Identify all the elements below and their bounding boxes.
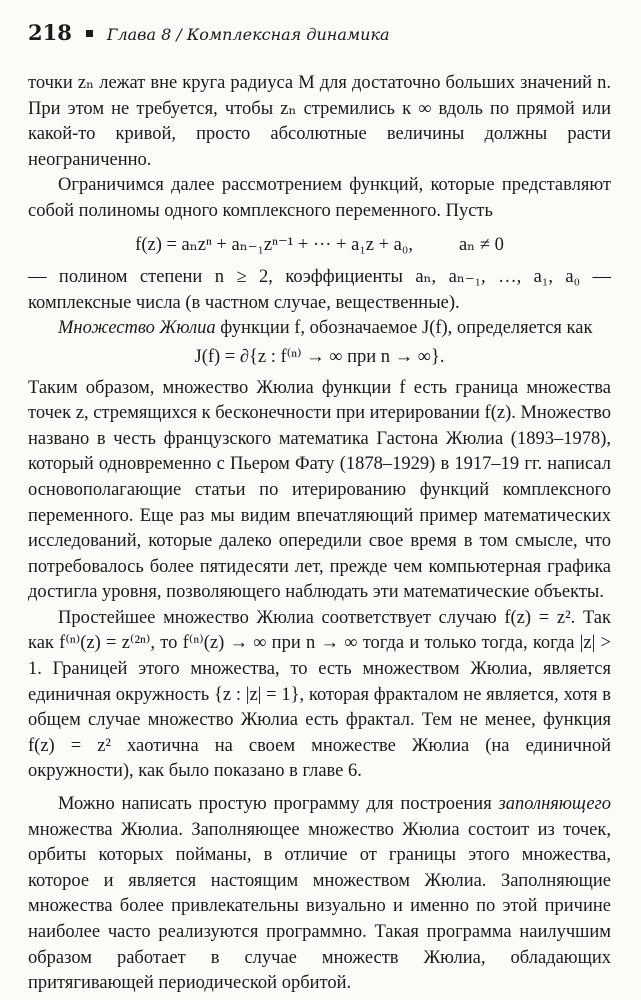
filled-julia-term: заполняющего bbox=[498, 794, 611, 815]
page-header bbox=[28, 20, 621, 50]
equation-julia-set: J(f) = ∂{z : f⁽ⁿ⁾ → ∞ при n → ∞}. bbox=[194, 346, 445, 367]
square-bullet-icon bbox=[86, 30, 93, 37]
paragraph-7-text-b: множества Жюлиа. Заполняющее множество Жюлиа состоит из точек, орбиты которых пойманы, в отличие от границы этого множества, которое и является настоящим множеством Жюлиа. Заполняющие множества более привлекательны визуально и именно по этой причине наиболее часто реализуются программно. Такая программа наилучшим образом работает в случае множеств Жюлиа, обладающих притягивающей периодической орбитой. bbox=[28, 819, 611, 994]
running-title: Глава 8 / Комплексная динамика bbox=[106, 25, 390, 44]
equation-polynomial-formula: f(z) = aₙzⁿ + aₙ₋₁zⁿ⁻¹ + ··· + a₁z + a₀, bbox=[135, 234, 413, 255]
paragraph-4 bbox=[28, 316, 611, 342]
paragraph-4-text: функции f, обозначаемое J(f), определяется как bbox=[215, 318, 593, 339]
page-body bbox=[28, 71, 611, 997]
equation-polynomial-condition: aₙ ≠ 0 bbox=[458, 234, 504, 255]
paragraph-5: Таким образом, множество Жюлиа функции f есть граница множества точек z, стремящихся к бесконечности при итерировании f(z). Множество названо в честь французского математика Гастона Жюлиа (1893–1978), который одновременно с Пьером Фату (1878–1929) в 1917–19 гг. написал основополагающие статьи по итерированию функций комплексного переменного. Еще раз мы видим впечатляющий пример математических исследований, которые далеко опередили свое время в том смысле, что потребовалось более пятидесяти лет, прежде чем компьютерная графика достигла уровня, позволяющего наблюдать эти математические объекты. bbox=[28, 377, 611, 603]
paragraph-3: — полином степени n ≥ 2, коэффициенты aₙ, aₙ₋₁, …, a₁, a₀ — комплексные числа (в частном случае, вещественные). bbox=[28, 267, 611, 313]
paragraph-7-text-a: Можно написать простую программу для построения bbox=[58, 794, 499, 815]
julia-set-term: Множество Жюлиа bbox=[58, 318, 216, 339]
paragraph-1: точки zₙ лежат вне круга радиуса M для достаточно больших значений n. При этом не требуется, чтобы zₙ стремились к ∞ вдоль по прямой или какой-то кривой, просто абсолютные величины должны расти неограниченно. bbox=[28, 73, 611, 170]
page-number: 218 bbox=[28, 20, 72, 45]
paragraph-2: Ограничимся далее рассмотрением функций, которые представляют собой полиномы одного комплексного переменного. Пусть bbox=[28, 175, 611, 221]
equation-polynomial bbox=[28, 233, 611, 259]
paragraph-7 bbox=[28, 792, 611, 997]
paragraph-6: Простейшее множество Жюлиа соответствует случаю f(z) = z². Так как f⁽ⁿ⁾(z) = z⁽²ⁿ⁾, то f⁽ⁿ⁾(z) → ∞ при n → ∞ тогда и только тогда, когда |z| > 1. Границей этого множества, то есть множеством Жюлиа, является единичная окружность {z : |z| = 1}, которая фракталом не является, хотя в общем случае множество Жюлиа есть фрактал. Тем не менее, функция f(z) = z² хаотична на своем множестве Жюлиа (на единичной окружности), как было показано в главе 6. bbox=[28, 607, 611, 782]
